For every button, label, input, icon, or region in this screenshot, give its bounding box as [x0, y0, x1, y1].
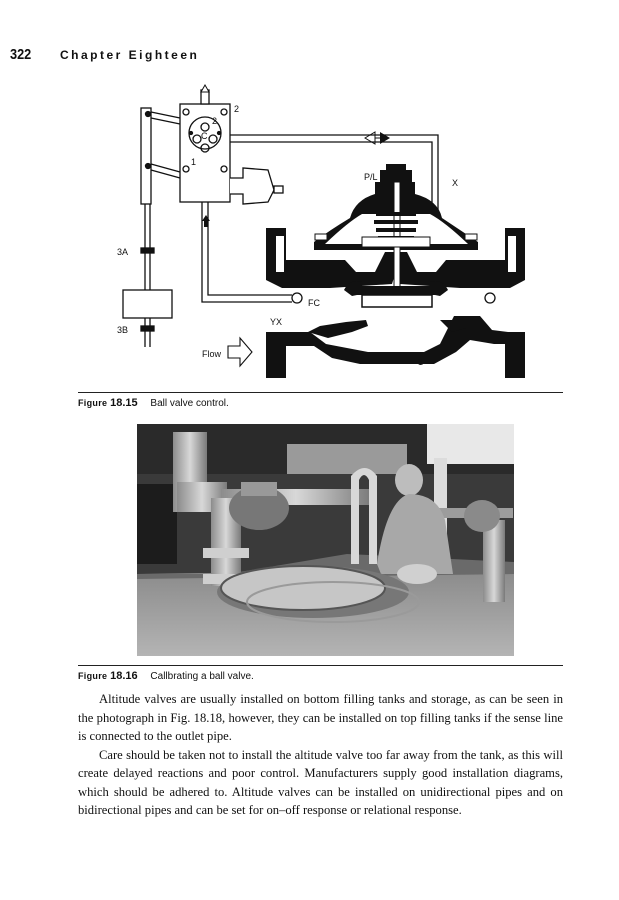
ball-valve-control-diagram — [100, 82, 540, 387]
figure-label: Figure — [78, 398, 108, 408]
calibration-photo — [137, 424, 514, 656]
label-3a: 3A — [117, 247, 129, 257]
paragraph: Altitude valves are usually installed on bottom filling tanks and storage, as can be seen in the photograph in Fig. 18.18, however, they can be installed on top filling tanks if the sense line is connected to the outlet pipe. — [78, 692, 563, 743]
label-3b: 3B — [117, 325, 129, 335]
figure-number: 18.16 — [110, 670, 138, 682]
label-one: 1 — [418, 357, 424, 367]
chapter-title: Chapter Eighteen — [60, 48, 200, 62]
stop-3b — [141, 326, 154, 331]
body-text — [78, 690, 563, 820]
caption-rule-2 — [78, 665, 563, 666]
page-number: 322 — [10, 46, 32, 63]
fc-port — [292, 293, 302, 303]
paragraph: Care should be taken not to install the altitude valve too far away from the tank, as this will create delayed reactions and poor control. Manufacturers supply good installation diagrams, which should be adhered to. Altitude valves can be installed on unidirectional pipes and on bidirectional pipes and can be set for on–off response or relational response. — [78, 747, 563, 817]
label-pl: P/L — [364, 172, 378, 182]
float-weight — [123, 290, 172, 318]
label-port-1: 1 — [191, 157, 197, 167]
label-fc: FC — [308, 298, 320, 308]
figure-caption-2 — [78, 670, 254, 682]
label-flow: Flow — [202, 349, 222, 359]
main-valve — [266, 164, 525, 378]
figure-caption-1 — [78, 397, 229, 409]
stop-3a — [141, 248, 154, 253]
flow-arrow-icon — [228, 338, 252, 366]
label-x: X — [452, 178, 459, 188]
pilot-valve-body — [180, 104, 230, 202]
caption-rule-1 — [78, 392, 563, 393]
figure-label: Figure — [78, 671, 108, 681]
label-yx: YX — [270, 317, 283, 327]
figure-number: 18.15 — [110, 397, 138, 409]
figure-caption-text: Callbrating a ball valve. — [150, 671, 254, 682]
label-port-c: C — [201, 131, 208, 141]
figure-caption-text: Ball valve control. — [150, 398, 229, 409]
float-rod-housing — [141, 108, 151, 204]
label-port-2b: 2 — [234, 104, 240, 114]
label-port-2a: 2 — [212, 116, 218, 126]
